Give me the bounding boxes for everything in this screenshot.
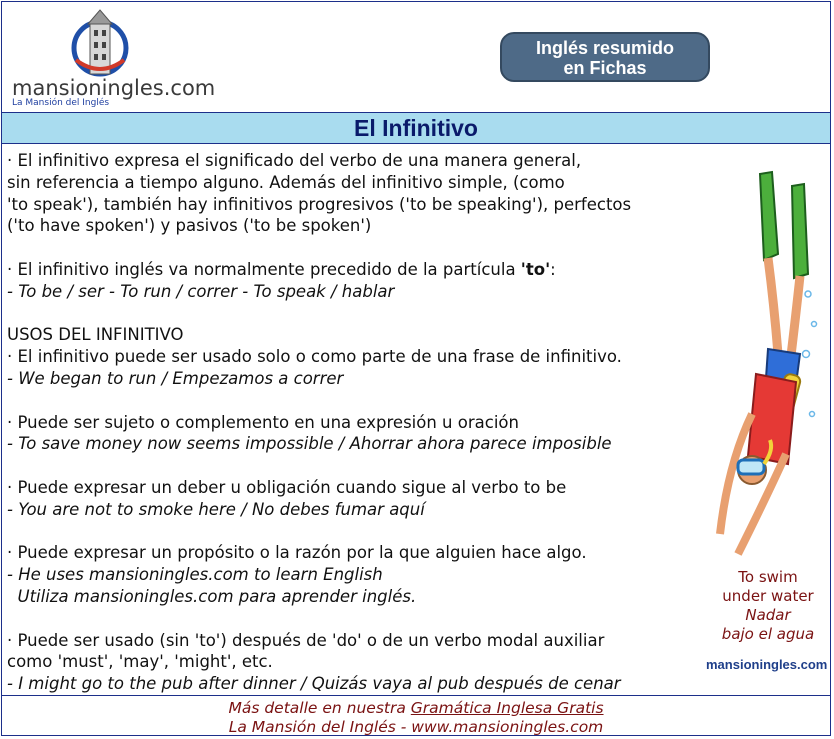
logo-subtitle: La Mansión del Inglés <box>12 98 110 108</box>
mansion-tower-logo-icon <box>68 8 132 78</box>
uso-3-example: - You are not to smoke here / No debes fumar aquí <box>7 499 425 519</box>
uso-3: · Puede expresar un deber u obligación cuando sigue al verbo to be <box>7 477 567 497</box>
intro-line: ('to have spoken') y pasivos ('to be spoken') <box>7 216 372 236</box>
uso-1: · El infinitivo puede ser usado solo o como parte de una frase de infinitivo. <box>7 347 622 367</box>
fichas-button[interactable] <box>500 32 710 82</box>
fichas-button-line2: en Fichas <box>563 58 647 78</box>
uso-5-example: - I might go to the pub after dinner / Quizás vaya al pub después de cenar <box>7 674 621 694</box>
uso-4-example-es: Utiliza mansioningles.com para aprender inglés. <box>7 586 417 606</box>
intro-line: sin referencia a tiempo alguno. Además del infinitivo simple, (como <box>7 172 565 192</box>
page-title: El Infinitivo <box>354 115 478 141</box>
particle-bold: 'to' <box>520 259 551 279</box>
caption-en-line1: To swim <box>738 568 798 586</box>
header <box>2 2 830 111</box>
footer-line1 <box>2 699 830 718</box>
uso-2-example: - To save money now seems impossible / Ahorrar ahora parece imposible <box>7 434 612 454</box>
usos-heading: USOS DEL INFINITIVO <box>7 325 184 345</box>
diver-caption <box>708 568 828 644</box>
particle-line <box>7 259 707 281</box>
uso-5-line1: · Puede ser usado (sin 'to') después de 'do' o de un verbo modal auxiliar <box>7 630 605 650</box>
main-content <box>7 150 707 695</box>
footer-line2: La Mansión del Inglés - www.mansioningles.com <box>228 718 604 736</box>
particle-example: - To be / ser - To run / correr - To speak / hablar <box>7 281 395 301</box>
footer-text: Más detalle en nuestra <box>228 699 411 717</box>
uso-2: · Puede ser sujeto o complemento en una expresión u oración <box>7 412 519 432</box>
intro-line: 'to speak'), también hay infinitivos progresivos ('to be speaking'), perfectos <box>7 194 632 214</box>
caption-en-line2: under water <box>722 587 814 605</box>
grammar-link[interactable]: Gramática Inglesa Gratis <box>410 699 604 717</box>
intro-line: · El infinitivo expresa el significado del verbo de una manera general, <box>7 151 582 170</box>
caption-es-line2: bajo el agua <box>721 625 815 643</box>
particle-text: · El infinitivo inglés va normalmente precedido de la partícula <box>7 259 521 279</box>
fichas-button-line1: Inglés resumido <box>535 38 675 58</box>
title-bar <box>2 112 830 144</box>
footer <box>2 695 830 735</box>
uso-4-example-en: - He uses mansioningles.com to learn English <box>7 565 383 585</box>
particle-colon: : <box>550 259 556 279</box>
page-frame <box>1 1 831 736</box>
logo-text[interactable]: mansioningles.com <box>12 76 216 100</box>
uso-5-line2: como 'must', 'may', 'might', etc. <box>7 652 273 672</box>
side-brand[interactable]: mansioningles.com <box>706 657 828 672</box>
diver-illustration-icon <box>708 164 828 564</box>
uso-1-example: - We began to run / Empezamos a correr <box>7 368 344 388</box>
uso-4: · Puede expresar un propósito o la razón por la que alguien hace algo. <box>7 543 587 563</box>
caption-es-line1: Nadar <box>745 606 791 624</box>
